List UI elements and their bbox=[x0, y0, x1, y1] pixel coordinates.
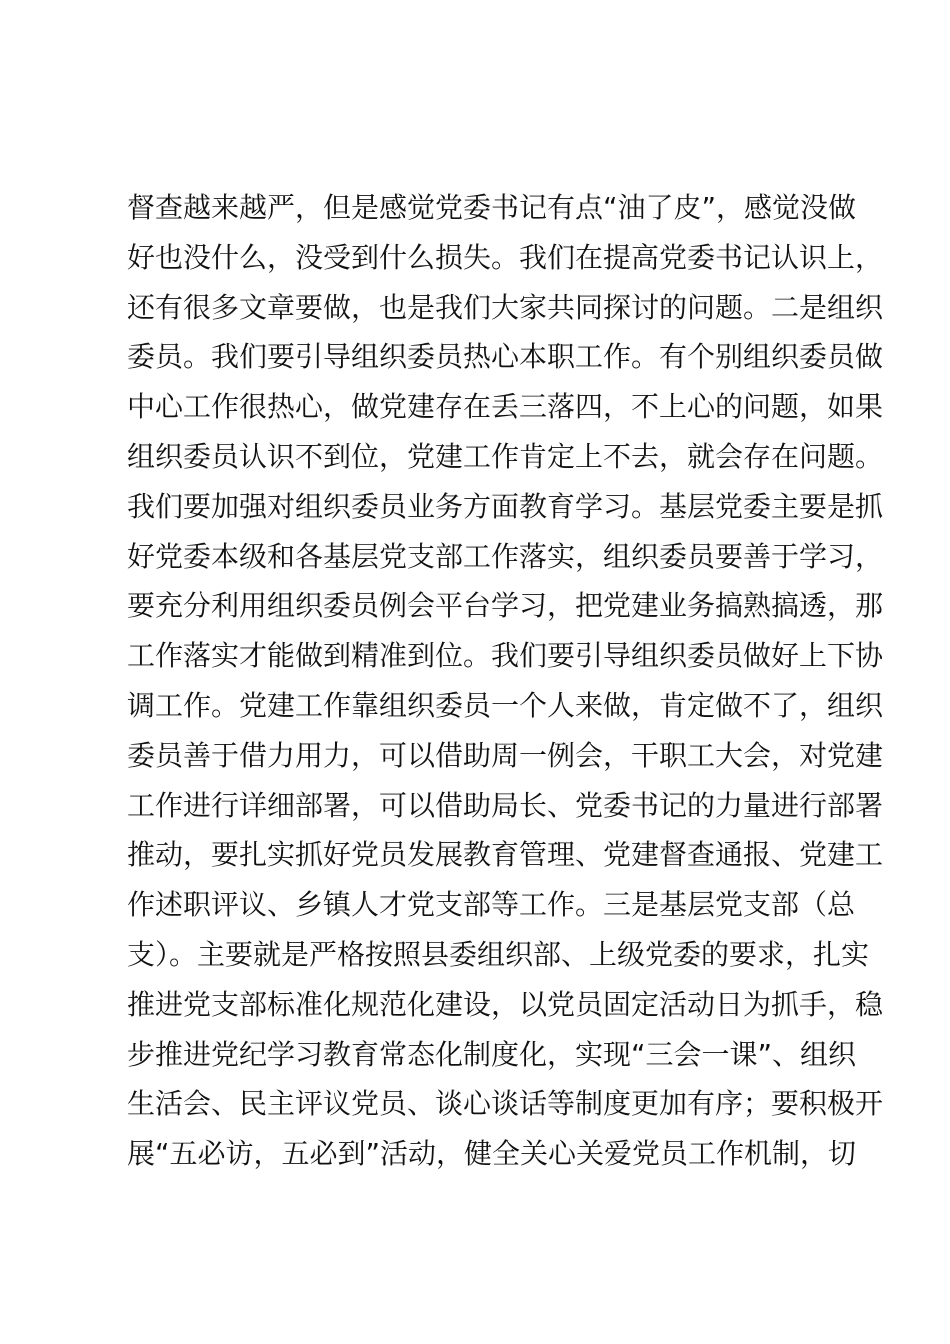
text-line: 作述职评议、乡镇人才党支部等工作。三是基层党支部（总 bbox=[127, 888, 856, 922]
text-line: 好党委本级和各基层党支部工作落实，组织委员要善于学习， bbox=[127, 539, 884, 573]
text-line: 我们要加强对组织委员业务方面教育学习。基层党委主要是抓 bbox=[127, 489, 884, 523]
text-line: 推动，要扎实抓好党员发展教育管理、党建督查通报、党建工 bbox=[127, 838, 884, 872]
text-line: 生活会、民主评议党员、谈心谈话等制度更加有序；要积极开 bbox=[127, 1087, 884, 1121]
body-paragraph bbox=[127, 183, 884, 1179]
text-line: 工作进行详细部署，可以借助局长、党委书记的力量进行部署 bbox=[127, 788, 884, 822]
text-line: 委员。我们要引导组织委员热心本职工作。有个别组织委员做 bbox=[127, 340, 884, 374]
text-line: 步推进党纪学习教育常态化制度化，实现“三会一课”、组织 bbox=[127, 1037, 857, 1071]
text-line: 支）。主要就是严格按照县委组织部、上级党委的要求，扎实 bbox=[127, 937, 870, 971]
text-line: 要充分利用组织委员例会平台学习，把党建业务搞熟搞透，那 bbox=[127, 589, 884, 623]
text-line: 组织委员认识不到位，党建工作肯定上不去，就会存在问题。 bbox=[127, 439, 884, 473]
text-line: 推进党支部标准化规范化建设，以党员固定活动日为抓手，稳 bbox=[127, 987, 884, 1021]
text-line: 督查越来越严，但是感觉党委书记有点“油了皮”，感觉没做 bbox=[127, 191, 857, 224]
text-line: 好也没什么，没受到什么损失。我们在提高党委书记认识上， bbox=[127, 240, 884, 274]
text-line: 委员善于借力用力，可以借助周一例会，干职工大会，对党建 bbox=[127, 738, 884, 772]
text-line: 工作落实才能做到精准到位。我们要引导组织委员做好上下协 bbox=[127, 639, 884, 673]
text-line: 中心工作很热心，做党建存在丢三落四，不上心的问题，如果 bbox=[127, 390, 884, 424]
text-line: 展“五必访，五必到”活动，健全关心关爱党员工作机制，切 bbox=[127, 1137, 857, 1171]
text-line: 还有很多文章要做，也是我们大家共同探讨的问题。二是组织 bbox=[127, 290, 884, 324]
text-line: 调工作。党建工作靠组织委员一个人来做，肯定做不了，组织 bbox=[127, 688, 884, 722]
